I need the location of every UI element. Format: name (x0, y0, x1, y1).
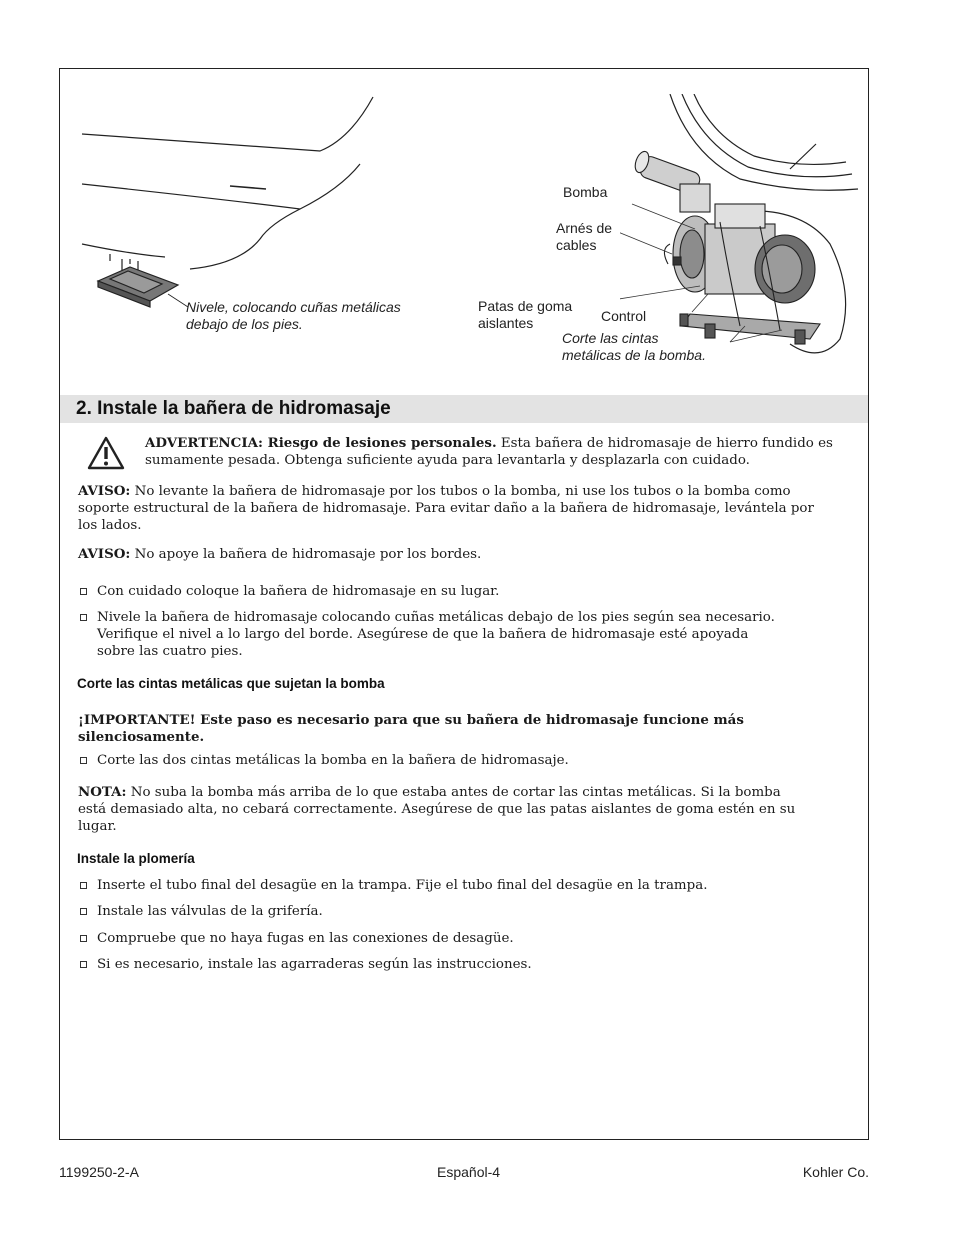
label-arnes: Arnés de cables (556, 220, 613, 253)
footer-page-number: Español-4 (437, 1164, 501, 1180)
leader-arnes (620, 232, 672, 254)
subhead-plumbing: Instale la plomería (77, 851, 195, 866)
page-frame (59, 68, 869, 1140)
importante-note: ¡IMPORTANTE! Este paso es necesario para que su bañera de hidromasaje funcione más silenciosamente. (78, 712, 744, 745)
nota-pump: NOTA: No suba la bomba más arriba de lo que estaba antes de cortar las cintas metálicas. Si la bomba está demasiado alta, no cebará correctamente. Asegúrese de que las patas aislantes de goma estén en su lugar. (78, 784, 796, 834)
plumbing-step-4: Si es necesario, instale las agarraderas según las instrucciones. (78, 956, 848, 973)
checkbox-icon (80, 882, 87, 889)
plumbing-step-1: Inserte el tubo final del desagüe en la trampa. Fije el tubo final del desagüe en la trampa. (78, 877, 848, 894)
footer-doc-number: 1199250-2-A (59, 1164, 139, 1180)
caption-leader-line (168, 294, 188, 307)
footer-company: Kohler Co. (802, 1164, 869, 1180)
label-corte: Corte las cintas metálicas de la bomba. (562, 330, 706, 363)
aviso-tubes: AVISO: No levante la bañera de hidromasaje por los tubos o la bomba, ni use los tubos o la bomba como soporte estructural de la bañera de hidromasaje. Para evitar daño a la bañera de hidromasaje, levántela por los lados. (78, 483, 814, 533)
checkbox-icon (80, 588, 87, 595)
plumbing-step-2: Instale las válvulas de la grifería. (78, 903, 848, 920)
checkbox-icon (80, 935, 87, 942)
checkbox-icon (80, 961, 87, 968)
warning-triangle-icon (87, 436, 125, 470)
tub-foot-illustration (70, 89, 400, 309)
leader-control (692, 294, 708, 312)
foot-caption: Nivele, colocando cuñas metálicas debajo de los pies. (186, 299, 401, 332)
aviso-edges: AVISO: No apoye la bañera de hidromasaje por los bordes. (78, 546, 482, 562)
label-patas: Patas de goma aislantes (478, 298, 573, 331)
checkbox-icon (80, 614, 87, 621)
warning-text: ADVERTENCIA: Riesgo de lesiones personales. Esta bañera de hidromasaje de hierro fundido es sumamente pesada. Obtenga suficiente ayuda para levantarla y desplazarla con cuidado. (145, 435, 833, 468)
section-title: 2. Instale la bañera de hidromasaje (76, 398, 391, 419)
section-heading-bar (60, 395, 868, 423)
plumbing-step-3: Compruebe que no haya fugas en las conexiones de desagüe. (78, 930, 848, 947)
warning-lead: ADVERTENCIA: Riesgo de lesiones personales. (145, 435, 497, 451)
install-step-2: Nivele la bañera de hidromasaje colocando cuñas metálicas debajo de los pies según sea necesario. Verifique el nivel a lo largo del borde. Asegúrese de que la bañera de hidromasaje esté apoyada sobre las cuatro pies. (78, 609, 848, 660)
install-step-1: Con cuidado coloque la bañera de hidromasaje en su lugar. (78, 583, 848, 600)
label-bomba: Bomba (563, 184, 608, 200)
checkbox-icon (80, 908, 87, 915)
label-control: Control (601, 308, 647, 324)
pump-step: Corte las dos cintas metálicas la bomba en la bañera de hidromasaje. (78, 752, 848, 769)
checkbox-icon (80, 757, 87, 764)
subhead-pump-straps: Corte las cintas metálicas que sujetan la bomba (77, 676, 385, 691)
